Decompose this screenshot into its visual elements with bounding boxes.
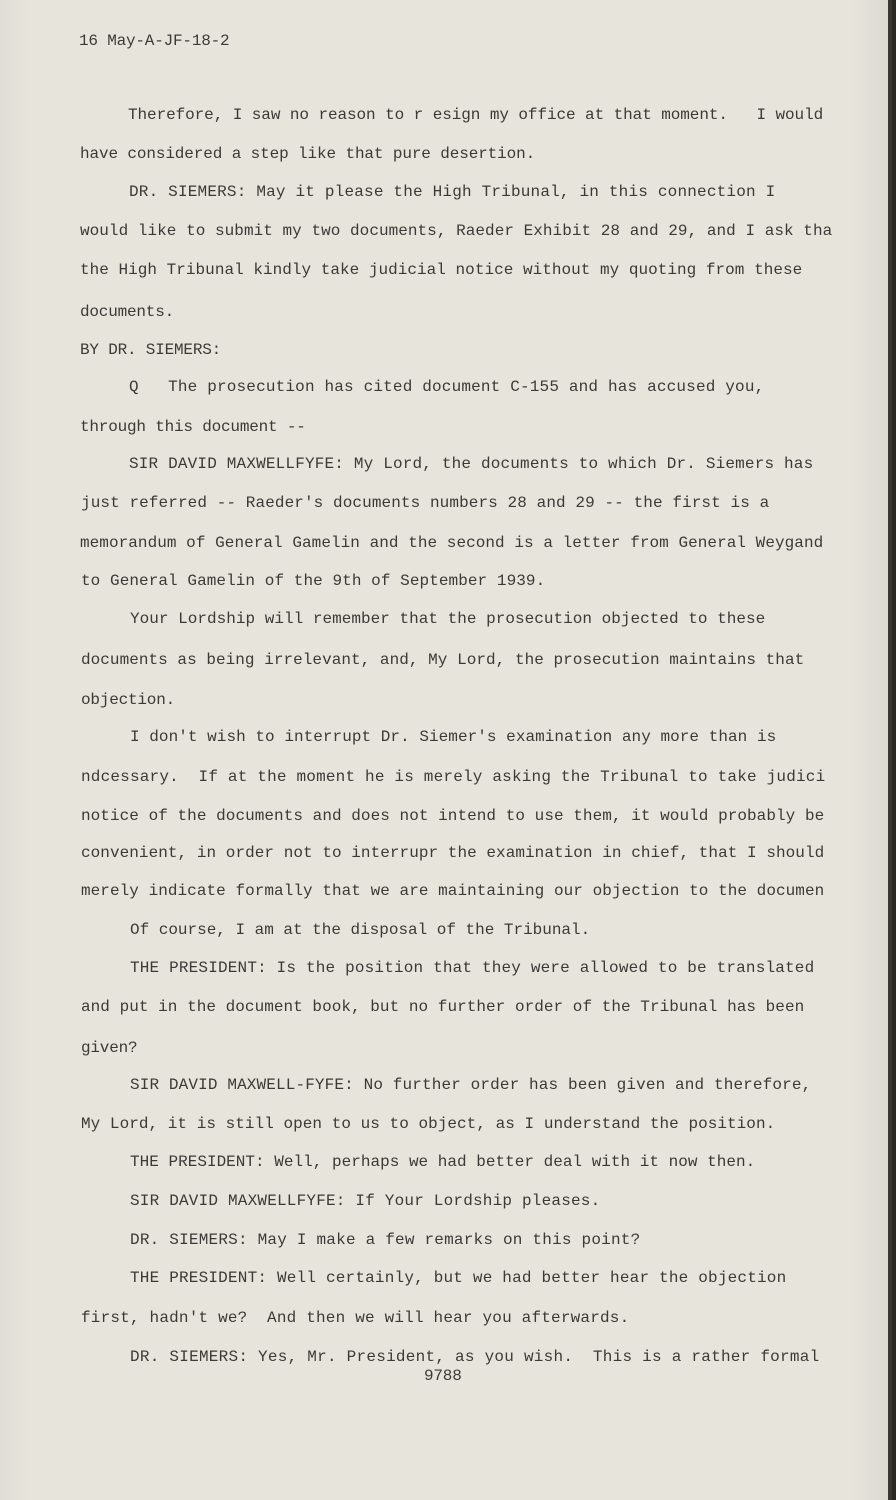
page-edge (888, 0, 892, 1500)
text-line: SIR DAVID MAXWELLFYFE: If Your Lordship pleases. (130, 1192, 601, 1210)
text-line: Of course, I am at the disposal of the Tribunal. (130, 921, 591, 939)
text-line: SIR DAVID MAXWELL-FYFE: No further order has been given and therefore, (130, 1076, 812, 1094)
text-line: documents as being irrelevant, and, My Lord, the prosecution maintains that (81, 651, 805, 669)
text-line: just referred -- Raeder's documents numbers 28 and 29 -- the first is a (81, 494, 770, 512)
text-line: BY DR. SIEMERS: (80, 341, 222, 359)
page-header: 16 May-A-JF-18-2 (79, 32, 230, 50)
text-line: the High Tribunal kindly take judicial notice without my quoting from these (80, 261, 803, 279)
text-line: SIR DAVID MAXWELLFYFE: My Lord, the documents to which Dr. Siemers has (129, 455, 814, 473)
text-line: THE PRESIDENT: Well certainly, but we had better hear the objection (130, 1269, 787, 1287)
text-line: memorandum of General Gamelin and the second is a letter from General Weygand (80, 534, 824, 552)
page-number: 9788 (424, 1367, 462, 1385)
text-line: DR. SIEMERS: May I make a few remarks on this point? (130, 1231, 641, 1249)
text-line: convenient, in order not to interrupr the examination in chief, that I should (81, 844, 825, 862)
text-line: THE PRESIDENT: Well, perhaps we had better deal with it now then. (130, 1153, 756, 1171)
text-line: objection. (81, 691, 176, 709)
text-line: and put in the document book, but no further order of the Tribunal has been (81, 998, 805, 1016)
text-line: THE PRESIDENT: Is the position that they were allowed to be translated (130, 959, 815, 977)
text-line: documents. (80, 303, 175, 321)
text-line: DR. SIEMERS: Yes, Mr. President, as you wish. This is a rather formal (130, 1348, 820, 1366)
text-line: I don't wish to interrupt Dr. Siemer's examination any more than is (130, 728, 777, 746)
text-line: given? (81, 1039, 138, 1057)
text-line: My Lord, it is still open to us to object, as I understand the position. (81, 1115, 776, 1133)
text-line: to General Gamelin of the 9th of September 1939. (81, 572, 546, 590)
text-line: DR. SIEMERS: May it please the High Tribunal, in this connection I (129, 183, 776, 201)
text-line: notice of the documents and does not intend to use them, it would probably be (81, 807, 825, 825)
text-line: first, hadn't we? And then we will hear you afterwards. (81, 1309, 630, 1327)
text-line: ndcessary. If at the moment he is merely asking the Tribunal to take judici (81, 768, 826, 786)
text-line: merely indicate formally that we are maintaining our objection to the documen (81, 882, 825, 900)
text-line: through this document -- (80, 418, 306, 436)
text-line: would like to submit my two documents, Raeder Exhibit 28 and 29, and I ask tha (80, 222, 833, 240)
text-line: have considered a step like that pure desertion. (80, 145, 536, 163)
text-line: Q The prosecution has cited document C-155 and has accused you, (129, 378, 765, 396)
text-line: Therefore, I saw no reason to r esign my office at that moment. I would (128, 106, 824, 124)
text-line: Your Lordship will remember that the prosecution objected to these (130, 610, 766, 628)
